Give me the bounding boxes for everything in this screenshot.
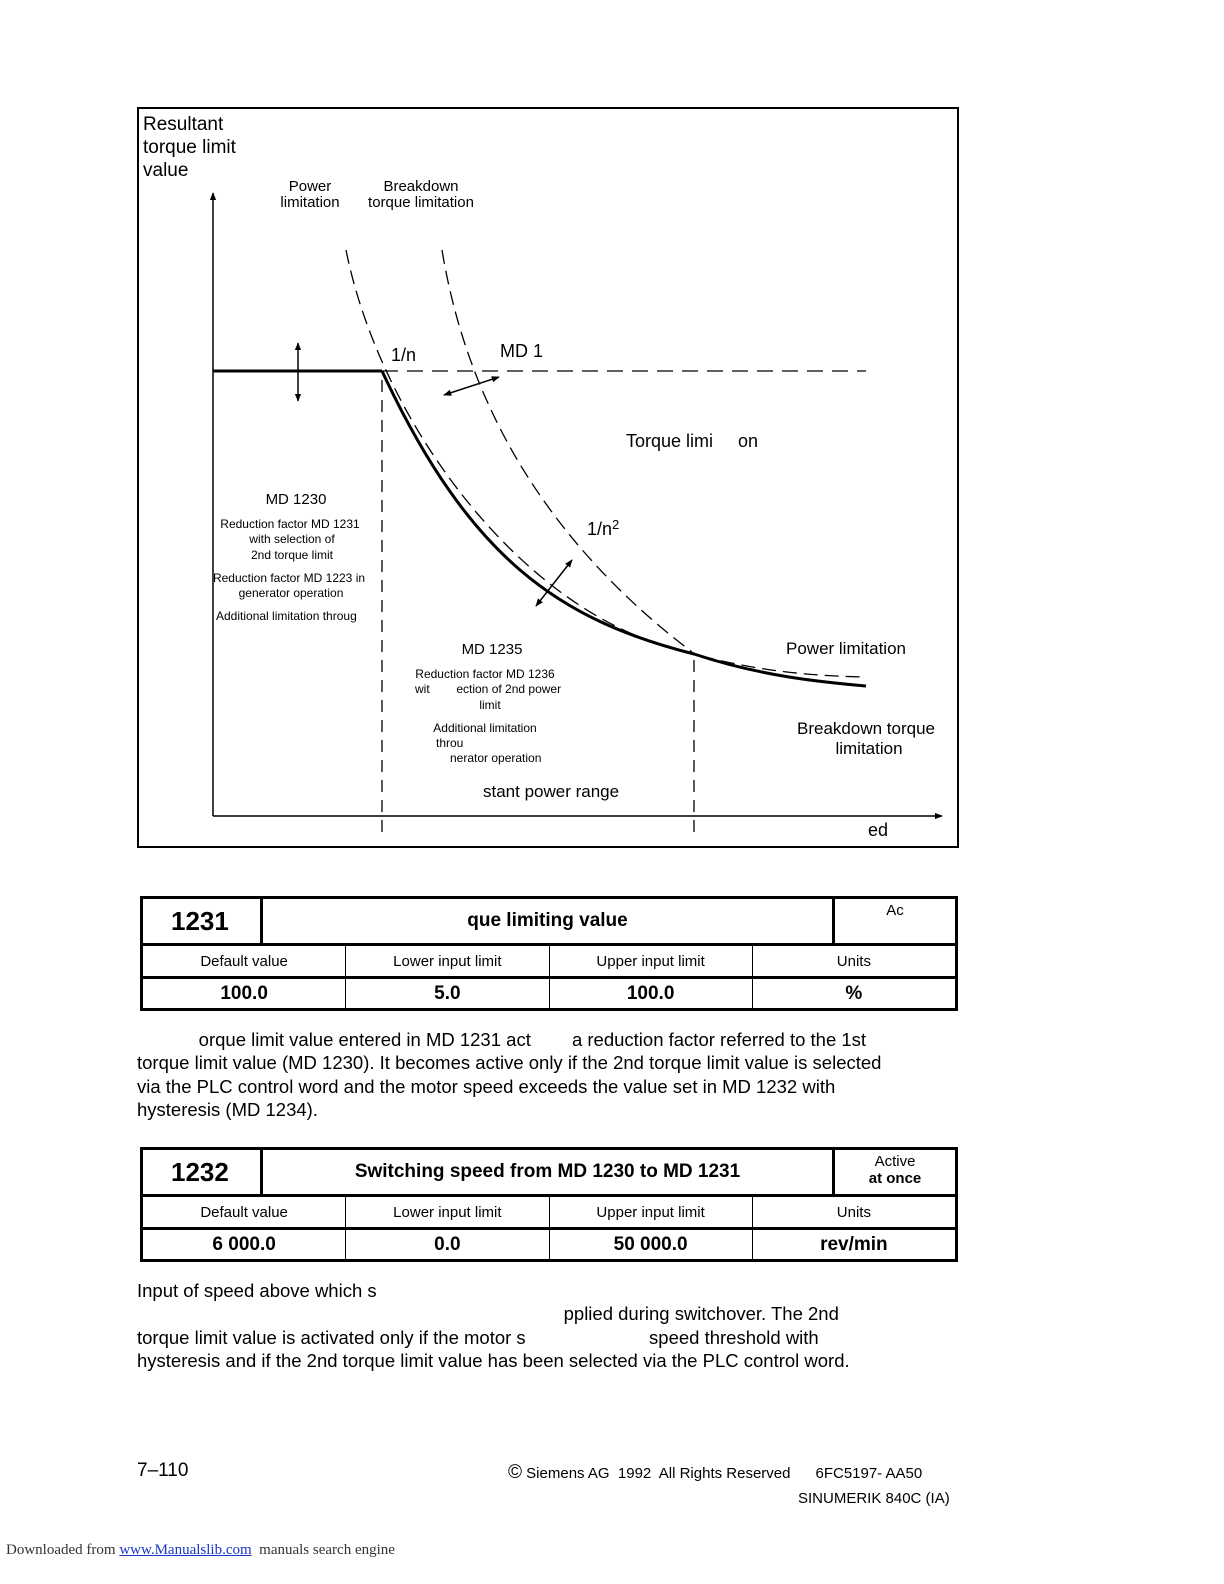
copyright xyxy=(508,1462,922,1484)
torque-limitation-label: Torque limi on xyxy=(626,431,759,451)
left-note-line3: 2nd torque limit xyxy=(250,548,334,562)
manualslib-link[interactable]: www.Manualslib.com xyxy=(119,1542,252,1558)
y-axis-label-line2: torque limit xyxy=(143,137,236,158)
one-over-n2-base: 1/n xyxy=(587,519,613,539)
md1-adjust-arrow xyxy=(444,377,499,395)
left-note-line5: generator operation xyxy=(238,586,344,600)
mid-note-line4: Additional limitation xyxy=(433,721,537,735)
download-prefix: Downloaded from xyxy=(6,1542,120,1558)
mid-note-line6: nerator operation xyxy=(450,751,542,765)
left-note-line4: Reduction factor MD 1223 in xyxy=(212,571,366,585)
param-table-1231 xyxy=(140,896,958,1011)
param-active-line2: at once xyxy=(868,1170,922,1187)
header-upper-input-limit: Upper input limit xyxy=(550,1197,753,1227)
value-default: 100.0 xyxy=(143,979,346,1008)
description-line: orque limit value entered in MD 1231 act a reduction factor referred to the 1st xyxy=(137,1029,867,1050)
header-lower-input-limit: Lower input limit xyxy=(346,946,549,976)
param-name: Switching speed from MD 1230 to MD 1231 xyxy=(263,1150,835,1194)
download-note xyxy=(6,1542,395,1559)
mid-note-line3: limit xyxy=(479,698,501,712)
description-line: hysteresis and if the 2nd torque limit value has been selected via the PLC control word. xyxy=(137,1349,850,1371)
value-default: 6 000.0 xyxy=(143,1230,346,1259)
value-upper-limit: 100.0 xyxy=(550,979,753,1008)
y-axis-label-line3: value xyxy=(143,160,189,181)
left-note-line1: Reduction factor MD 1231 xyxy=(220,517,360,531)
left-note-line2: with selection of xyxy=(249,532,335,546)
value-lower-limit: 0.0 xyxy=(346,1230,549,1259)
param-active-line1: Ac xyxy=(886,902,904,919)
header-default-value: Default value xyxy=(143,946,346,976)
mid-note-line5: throu xyxy=(436,736,464,750)
copyright-symbol: © xyxy=(508,1462,522,1483)
one-over-n2-exponent: 2 xyxy=(612,517,620,532)
md1-label: MD 1 xyxy=(500,341,544,361)
mid-note-line2: wit ection of 2nd power xyxy=(415,682,562,696)
page-number: 7–110 xyxy=(137,1460,189,1481)
value-units: rev/min xyxy=(820,1233,888,1255)
one-over-n-label: 1/n xyxy=(391,345,417,365)
one-over-n2-label xyxy=(587,517,619,539)
description-1231 xyxy=(137,1028,881,1121)
power-adjust-arrow xyxy=(536,560,572,606)
param-active xyxy=(835,1150,955,1194)
product-model: SINUMERIK 840C (IA) xyxy=(798,1490,950,1507)
download-suffix: manuals search engine xyxy=(251,1542,395,1558)
mid-note-line1: Reduction factor MD 1236 xyxy=(415,667,555,681)
value-lower-limit: 5.0 xyxy=(346,979,549,1008)
header-default-value: Default value xyxy=(143,1197,346,1227)
description-line: hysteresis (MD 1234). xyxy=(137,1098,318,1120)
description-line: torque limit value is activated only if the motor s speed threshold with xyxy=(137,1326,819,1348)
param-table-1232 xyxy=(140,1147,958,1262)
value-units: % xyxy=(845,982,863,1004)
power-limitation-label-line1: Power xyxy=(288,178,332,195)
param-active xyxy=(835,899,955,943)
breakdown-right-label-line2: limitation xyxy=(835,739,903,758)
value-upper-limit: 50 000.0 xyxy=(550,1230,753,1259)
header-upper-input-limit: Upper input limit xyxy=(550,946,753,976)
header-units: Units xyxy=(836,1203,871,1221)
constant-power-range-label: stant power range xyxy=(483,782,620,801)
x-axis-label: ed xyxy=(868,820,889,840)
breakdown-label-line1: Breakdown xyxy=(383,178,459,195)
left-note-line6: Additional limitation throug xyxy=(216,609,357,623)
md1230-label: MD 1230 xyxy=(265,491,327,508)
md1235-label: MD 1235 xyxy=(461,641,523,658)
description-1232 xyxy=(137,1279,850,1372)
copyright-text: Siemens AG 1992 All Rights Reserved 6FC5197- AA50 xyxy=(526,1465,923,1482)
param-number: 1231 xyxy=(143,899,263,943)
description-line: via the PLC control word and the motor speed exceeds the value set in MD 1232 with xyxy=(137,1075,836,1097)
header-lower-input-limit: Lower input limit xyxy=(346,1197,549,1227)
description-line: Input of speed above which s xyxy=(137,1280,377,1301)
header-units: Units xyxy=(836,952,871,970)
param-active-line1: Active xyxy=(874,1153,916,1170)
power-limitation-label-line2: limitation xyxy=(280,194,340,211)
description-line: pplied during switchover. The 2nd xyxy=(137,1303,839,1325)
power-limitation-right-label: Power limitation xyxy=(786,639,906,658)
breakdown-right-label-line1: Breakdown torque xyxy=(797,719,935,738)
y-axis-label-line1: Resultant xyxy=(143,114,224,135)
power-limitation-dashed-curve xyxy=(346,250,866,677)
description-line: torque limit value (MD 1230). It becomes active only if the 2nd torque limit value is selected xyxy=(137,1052,882,1074)
breakdown-label-line2: torque limitation xyxy=(368,194,474,211)
breakdown-torque-dashed-curve xyxy=(442,250,692,652)
param-name: que limiting value xyxy=(263,899,835,943)
param-number: 1232 xyxy=(143,1150,263,1194)
